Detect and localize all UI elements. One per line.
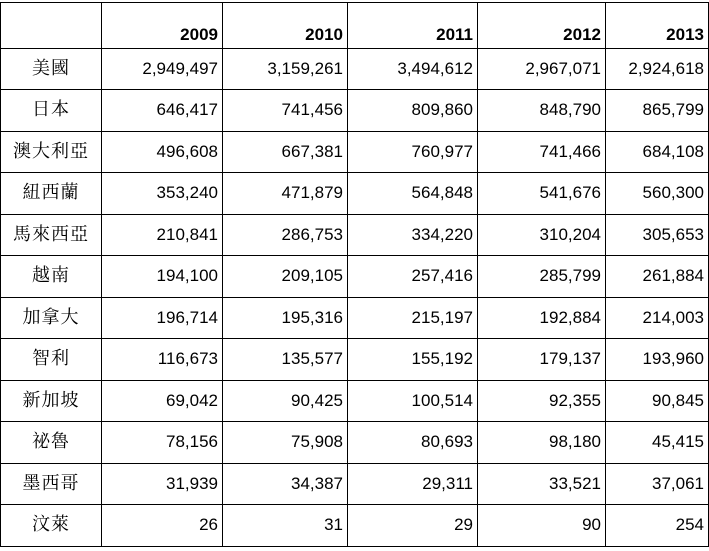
value-cell: 257,416 [348,256,478,298]
country-name-cell: 澳大利亞 [1,131,102,173]
table-body [1,48,709,546]
value-cell: 809,860 [348,90,478,132]
value-cell: 90,845 [606,380,709,422]
country-name-cell: 智利 [1,339,102,381]
table-row [1,422,709,464]
value-cell: 98,180 [478,422,606,464]
country-name-cell: 祕魯 [1,422,102,464]
column-header-2011: 2011 [348,3,478,49]
value-cell: 179,137 [478,339,606,381]
country-name-cell: 日本 [1,90,102,132]
value-cell: 334,220 [348,214,478,256]
table-header-row [1,3,709,49]
column-header-2012: 2012 [478,3,606,49]
value-cell: 496,608 [102,131,223,173]
table-row [1,90,709,132]
value-cell: 135,577 [223,339,348,381]
table-row [1,297,709,339]
value-cell: 286,753 [223,214,348,256]
value-cell: 192,884 [478,297,606,339]
value-cell: 541,676 [478,173,606,215]
country-name-cell: 汶萊 [1,505,102,547]
value-cell: 2,949,497 [102,48,223,90]
value-cell: 196,714 [102,297,223,339]
table-row [1,256,709,298]
value-cell: 564,848 [348,173,478,215]
value-cell: 116,673 [102,339,223,381]
value-cell: 210,841 [102,214,223,256]
value-cell: 45,415 [606,422,709,464]
value-cell: 2,924,618 [606,48,709,90]
value-cell: 34,387 [223,463,348,505]
value-cell: 560,300 [606,173,709,215]
value-cell: 29,311 [348,463,478,505]
value-cell: 90,425 [223,380,348,422]
value-cell: 209,105 [223,256,348,298]
value-cell: 684,108 [606,131,709,173]
value-cell: 29 [348,505,478,547]
country-name-cell: 墨西哥 [1,463,102,505]
value-cell: 78,156 [102,422,223,464]
value-cell: 69,042 [102,380,223,422]
value-cell: 26 [102,505,223,547]
value-cell: 92,355 [478,380,606,422]
value-cell: 194,100 [102,256,223,298]
value-cell: 155,192 [348,339,478,381]
table-row [1,463,709,505]
value-cell: 471,879 [223,173,348,215]
table-row [1,339,709,381]
country-name-cell: 新加坡 [1,380,102,422]
value-cell: 214,003 [606,297,709,339]
value-cell: 193,960 [606,339,709,381]
value-cell: 2,967,071 [478,48,606,90]
value-cell: 865,799 [606,90,709,132]
value-cell: 80,693 [348,422,478,464]
country-name-cell: 馬來西亞 [1,214,102,256]
value-cell: 3,494,612 [348,48,478,90]
value-cell: 37,061 [606,463,709,505]
value-cell: 100,514 [348,380,478,422]
country-name-cell: 越南 [1,256,102,298]
column-header-2010: 2010 [223,3,348,49]
table-row [1,173,709,215]
value-cell: 310,204 [478,214,606,256]
value-cell: 760,977 [348,131,478,173]
value-cell: 305,653 [606,214,709,256]
table-row [1,380,709,422]
value-cell: 741,466 [478,131,606,173]
value-cell: 31,939 [102,463,223,505]
country-name-cell: 美國 [1,48,102,90]
value-cell: 90 [478,505,606,547]
value-cell: 254 [606,505,709,547]
value-cell: 31 [223,505,348,547]
value-cell: 261,884 [606,256,709,298]
table-row [1,214,709,256]
table-row [1,505,709,547]
trade-data-table [0,2,709,547]
value-cell: 667,381 [223,131,348,173]
value-cell: 75,908 [223,422,348,464]
value-cell: 195,316 [223,297,348,339]
value-cell: 848,790 [478,90,606,132]
column-header-2013: 2013 [606,3,709,49]
table-row [1,131,709,173]
value-cell: 215,197 [348,297,478,339]
country-name-cell: 加拿大 [1,297,102,339]
value-cell: 33,521 [478,463,606,505]
value-cell: 646,417 [102,90,223,132]
country-name-cell: 紐西蘭 [1,173,102,215]
table-row [1,48,709,90]
header-corner-cell [1,3,102,49]
value-cell: 741,456 [223,90,348,132]
column-header-2009: 2009 [102,3,223,49]
value-cell: 285,799 [478,256,606,298]
value-cell: 3,159,261 [223,48,348,90]
value-cell: 353,240 [102,173,223,215]
